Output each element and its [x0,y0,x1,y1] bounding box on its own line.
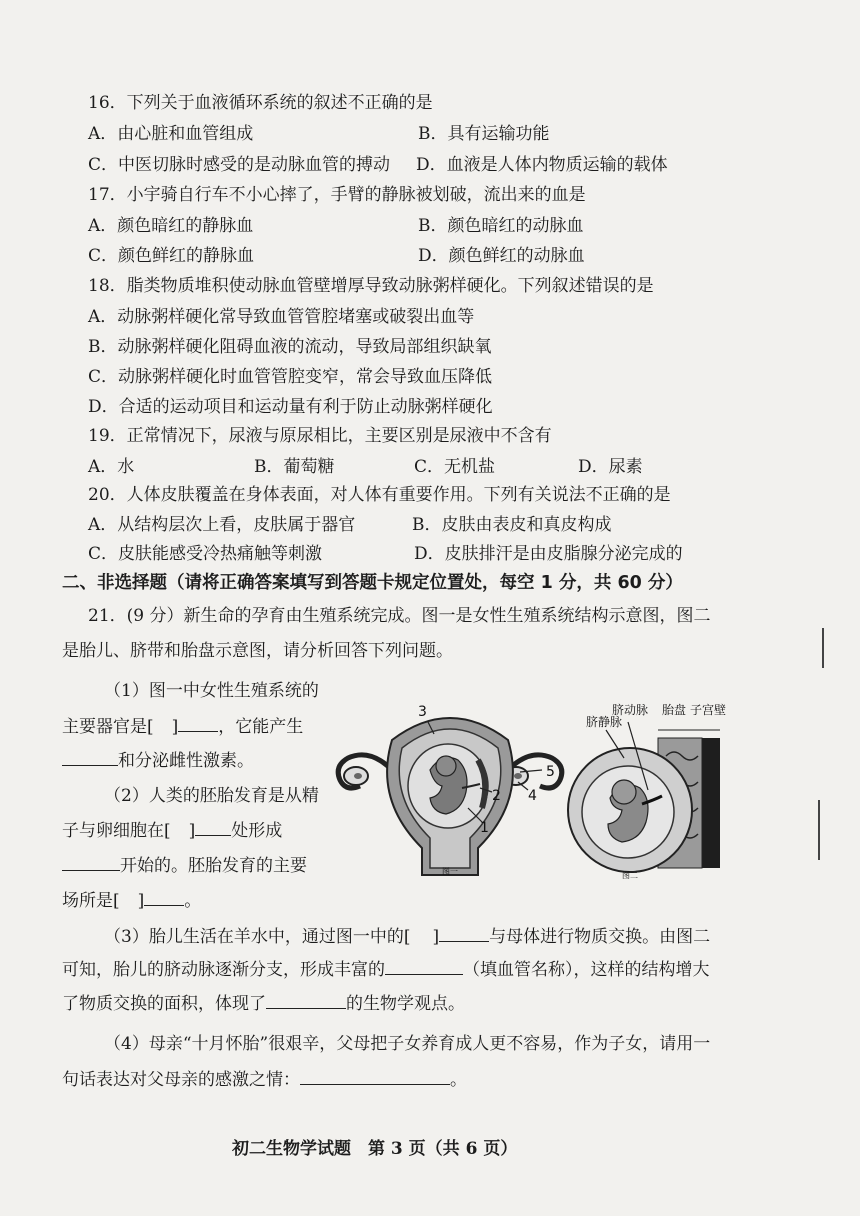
question-21-intro-line-2: 是胎儿、脐带和胎盘示意图，请分析回答下列问题。 [62,641,453,661]
question-18-option-d: D．合适的运动项目和运动量有利于防止动脉粥样硬化 [88,397,493,417]
question-16-option-a: A．由心脏和血管组成 [88,124,254,144]
question-19-option-c: C．无机盐 [414,457,496,477]
figure-1-label-1: 1 [480,820,489,836]
question-16-stem: 16．下列关于血液循环系统的叙述不正确的是 [88,93,433,113]
question-18-option-b: B．动脉粥样硬化阻碍血液的流动，导致局部组织缺氧 [88,337,492,357]
question-20-option-d: D．皮肤排汗是由皮脂腺分泌完成的 [414,544,683,564]
part-1-line-3: 和分泌雌性激素。 [62,749,254,772]
question-17-option-b: B．颜色暗红的动脉血 [418,216,584,236]
question-17-option-a: A．颜色暗红的静脉血 [88,216,254,236]
figure-1-label-5: 5 [546,764,555,780]
part-2-line-3: 开始的。胚胎发育的主要 [62,854,307,877]
part-2-line-4: 场所是[ ] 。 [62,891,202,911]
figure-2-caption: 图二 [622,871,638,880]
figure-1-label-4: 4 [528,788,537,804]
figure-1-diagram [330,700,570,885]
question-18-stem: 18．脂类物质堆积使动脉血管壁增厚导致动脉粥样硬化。下列叙述错误的是 [88,276,654,296]
question-17-option-d: D．颜色鲜红的动脉血 [418,246,585,266]
question-19-option-a: A．水 [88,457,135,477]
question-17-option-c: C．颜色鲜红的静脉血 [88,246,255,266]
question-20-option-c: C．皮肤能感受冷热痛触等刺激 [88,544,323,564]
figure-1-caption: 图一 [442,867,458,876]
question-19-stem: 19．正常情况下，尿液与原尿相比，主要区别是尿液中不含有 [88,426,552,446]
figure-2-label-umbilical-artery: 脐动脉 [612,703,649,717]
figure-2-fetus-placenta [562,700,727,885]
part-3-line-3: 了物质交换的面积，体现了 的生物学观点。 [62,994,465,1014]
question-19-option-d: D．尿素 [578,457,643,477]
scan-margin-mark [822,628,824,668]
question-21-intro-line-1: 21．(9 分）新生命的孕育由生殖系统完成。图一是女性生殖系统结构示意图，图二 [88,606,711,626]
part-3-line-2: 可知，胎儿的脐动脉逐渐分支，形成丰富的 （填血管名称），这样的结构增大 [62,960,710,980]
part-1-line-2: 主要器官是[ ] ，它能产生 [62,717,304,737]
part-4-line-1: （4）母亲“十月怀胎”很艰辛，父母把子女养育成人更不容易，作为子女，请用一 [104,1034,711,1054]
question-19-option-b: B．葡萄糖 [254,457,335,477]
question-16-option-c: C．中医切脉时感受的是动脉血管的搏动 [88,155,391,175]
question-16-option-d: D．血液是人体内物质运输的载体 [416,155,668,175]
figure-1-label-3: 3 [418,704,427,720]
part-1-line-1: （1）图一中女性生殖系统的 [104,681,319,701]
part-4-line-2: 句话表达对父母亲的感激之情： 。 [62,1070,467,1090]
figure-1-female-reproductive-system [330,700,570,885]
part-2-line-2: 子与卵细胞在[ ] 处形成 [62,821,283,841]
question-18-option-a: A．动脉粥样硬化常导致血管管腔堵塞或破裂出血等 [88,307,475,327]
question-20-option-b: B．皮肤由表皮和真皮构成 [412,515,612,535]
question-18-option-c: C．动脉粥样硬化时血管管腔变窄，常会导致血压降低 [88,367,493,387]
part-3-line-1: （3）胎儿生活在羊水中，通过图一中的[ ] 与母体进行物质交换。由图二 [104,927,711,947]
figure-2-diagram [562,700,727,885]
figure-2-label-uterine-wall: 子宫壁 [690,703,727,717]
question-17-stem: 17．小宇骑自行车不小心摔了，手臂的静脉被划破，流出来的血是 [88,185,586,205]
question-20-stem: 20．人体皮肤覆盖在身体表面，对人体有重要作用。下列有关说法不正确的是 [88,485,671,505]
question-16-option-b: B．具有运输功能 [418,124,550,144]
scan-margin-mark [818,800,820,860]
section-2-heading: 二、非选择题（请将正确答案填写到答题卡规定位置处，每空 1 分，共 60 分） [62,573,683,593]
figure-2-label-umbilical-vein: 脐静脉 [586,715,623,729]
page-footer: 初二生物学试题 第 3 页（共 6 页） [232,1139,518,1159]
question-20-option-a: A．从结构层次上看，皮肤属于器官 [88,515,356,535]
part-2-line-1: （2）人类的胚胎发育是从精 [104,786,319,806]
figure-1-label-2: 2 [492,788,501,804]
figure-2-label-placenta: 胎盘 [662,703,687,717]
